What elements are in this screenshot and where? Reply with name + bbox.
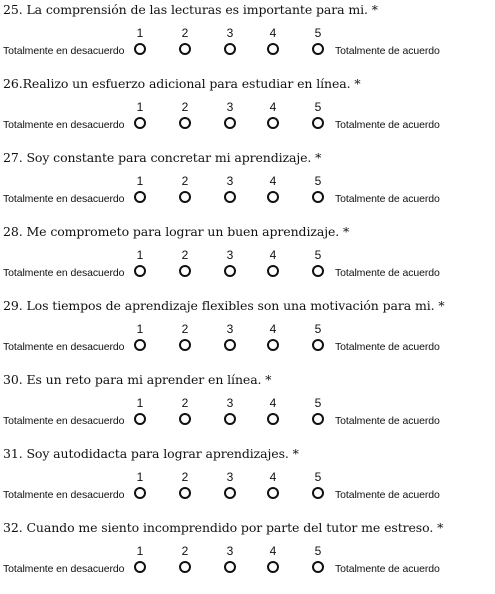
radio-option-4[interactable] — [267, 487, 279, 499]
scale-number: 2 — [181, 544, 189, 558]
scale-number: 2 — [181, 100, 189, 114]
radio-option-5[interactable] — [312, 339, 324, 351]
scale-number: 5 — [314, 100, 322, 114]
radio-option-4[interactable] — [267, 561, 279, 573]
scale-number: 3 — [226, 100, 234, 114]
radio-option-4[interactable] — [267, 117, 279, 129]
question-title: 31. Soy autodidacta para lograr aprendizajes. * — [3, 446, 299, 461]
scale-number: 3 — [226, 174, 234, 188]
radio-option-4[interactable] — [267, 413, 279, 425]
radio-option-5[interactable] — [312, 43, 324, 55]
scale-number: 5 — [314, 470, 322, 484]
scale-number: 5 — [314, 322, 322, 336]
radio-option-2[interactable] — [179, 43, 191, 55]
scale-number: 4 — [269, 248, 277, 262]
low-anchor-label: Totalmente en desacuerdo — [3, 489, 125, 501]
scale-number: 3 — [226, 248, 234, 262]
scale-number: 5 — [314, 544, 322, 558]
question-title: 28. Me comprometo para lograr un buen aprendizaje. * — [3, 224, 350, 239]
high-anchor-label: Totalmente de acuerdo — [335, 415, 440, 427]
radio-option-5[interactable] — [312, 117, 324, 129]
scale-number: 1 — [136, 544, 144, 558]
radio-option-3[interactable] — [224, 43, 236, 55]
low-anchor-label: Totalmente en desacuerdo — [3, 341, 125, 353]
radio-option-3[interactable] — [224, 191, 236, 203]
scale-number: 1 — [136, 322, 144, 336]
radio-option-1[interactable] — [134, 413, 146, 425]
scale-number: 4 — [269, 26, 277, 40]
scale-number: 4 — [269, 100, 277, 114]
radio-option-1[interactable] — [134, 339, 146, 351]
question-title: 32. Cuando me siento incomprendido por parte del tutor me estreso. * — [3, 520, 444, 535]
radio-option-1[interactable] — [134, 43, 146, 55]
high-anchor-label: Totalmente de acuerdo — [335, 119, 440, 131]
question-title: 27. Soy constante para concretar mi aprendizaje. * — [3, 150, 322, 165]
low-anchor-label: Totalmente en desacuerdo — [3, 415, 125, 427]
scale-number: 2 — [181, 470, 189, 484]
question-block — [0, 224, 495, 298]
scale-number: 3 — [226, 544, 234, 558]
high-anchor-label: Totalmente de acuerdo — [335, 267, 440, 279]
radio-option-3[interactable] — [224, 413, 236, 425]
radio-option-3[interactable] — [224, 117, 236, 129]
high-anchor-label: Totalmente de acuerdo — [335, 341, 440, 353]
scale-number: 5 — [314, 396, 322, 410]
radio-option-1[interactable] — [134, 265, 146, 277]
scale-number: 4 — [269, 396, 277, 410]
scale-number: 1 — [136, 174, 144, 188]
scale-number: 4 — [269, 174, 277, 188]
scale-number: 5 — [314, 248, 322, 262]
question-title: 25. La comprensión de las lecturas es importante para mi. * — [3, 2, 378, 17]
scale-number: 1 — [136, 396, 144, 410]
question-title: 29. Los tiempos de aprendizaje flexibles son una motivación para mi. * — [3, 298, 445, 313]
radio-option-5[interactable] — [312, 191, 324, 203]
radio-option-2[interactable] — [179, 191, 191, 203]
radio-option-5[interactable] — [312, 561, 324, 573]
question-title: 26.Realizo un esfuerzo adicional para estudiar en línea. * — [3, 76, 361, 91]
scale-number: 1 — [136, 248, 144, 262]
radio-option-3[interactable] — [224, 561, 236, 573]
radio-option-1[interactable] — [134, 191, 146, 203]
radio-option-5[interactable] — [312, 413, 324, 425]
radio-option-2[interactable] — [179, 339, 191, 351]
radio-option-4[interactable] — [267, 339, 279, 351]
question-block — [0, 2, 495, 76]
radio-option-3[interactable] — [224, 339, 236, 351]
question-block — [0, 446, 495, 520]
high-anchor-label: Totalmente de acuerdo — [335, 45, 440, 57]
scale-number: 5 — [314, 26, 322, 40]
scale-number: 1 — [136, 26, 144, 40]
scale-number: 1 — [136, 100, 144, 114]
radio-option-1[interactable] — [134, 117, 146, 129]
low-anchor-label: Totalmente en desacuerdo — [3, 45, 125, 57]
radio-option-2[interactable] — [179, 561, 191, 573]
scale-number: 2 — [181, 396, 189, 410]
radio-option-4[interactable] — [267, 191, 279, 203]
scale-number: 4 — [269, 544, 277, 558]
scale-number: 2 — [181, 174, 189, 188]
radio-option-5[interactable] — [312, 265, 324, 277]
radio-option-2[interactable] — [179, 413, 191, 425]
question-block — [0, 520, 495, 594]
scale-number: 5 — [314, 174, 322, 188]
scale-number: 2 — [181, 26, 189, 40]
radio-option-3[interactable] — [224, 265, 236, 277]
low-anchor-label: Totalmente en desacuerdo — [3, 193, 125, 205]
low-anchor-label: Totalmente en desacuerdo — [3, 267, 125, 279]
low-anchor-label: Totalmente en desacuerdo — [3, 119, 125, 131]
high-anchor-label: Totalmente de acuerdo — [335, 193, 440, 205]
low-anchor-label: Totalmente en desacuerdo — [3, 563, 125, 575]
radio-option-2[interactable] — [179, 265, 191, 277]
radio-option-1[interactable] — [134, 561, 146, 573]
high-anchor-label: Totalmente de acuerdo — [335, 563, 440, 575]
radio-option-2[interactable] — [179, 487, 191, 499]
scale-number: 4 — [269, 470, 277, 484]
scale-number: 3 — [226, 26, 234, 40]
scale-number: 1 — [136, 470, 144, 484]
scale-number: 4 — [269, 322, 277, 336]
high-anchor-label: Totalmente de acuerdo — [335, 489, 440, 501]
radio-option-3[interactable] — [224, 487, 236, 499]
question-block — [0, 76, 495, 150]
radio-option-4[interactable] — [267, 43, 279, 55]
scale-number: 2 — [181, 248, 189, 262]
question-block — [0, 298, 495, 372]
scale-number: 3 — [226, 470, 234, 484]
radio-option-1[interactable] — [134, 487, 146, 499]
question-block — [0, 150, 495, 224]
scale-number: 3 — [226, 322, 234, 336]
radio-option-4[interactable] — [267, 265, 279, 277]
scale-number: 3 — [226, 396, 234, 410]
radio-option-5[interactable] — [312, 487, 324, 499]
question-title: 30. Es un reto para mi aprender en línea. * — [3, 372, 272, 387]
question-block — [0, 372, 495, 446]
radio-option-2[interactable] — [179, 117, 191, 129]
scale-number: 2 — [181, 322, 189, 336]
